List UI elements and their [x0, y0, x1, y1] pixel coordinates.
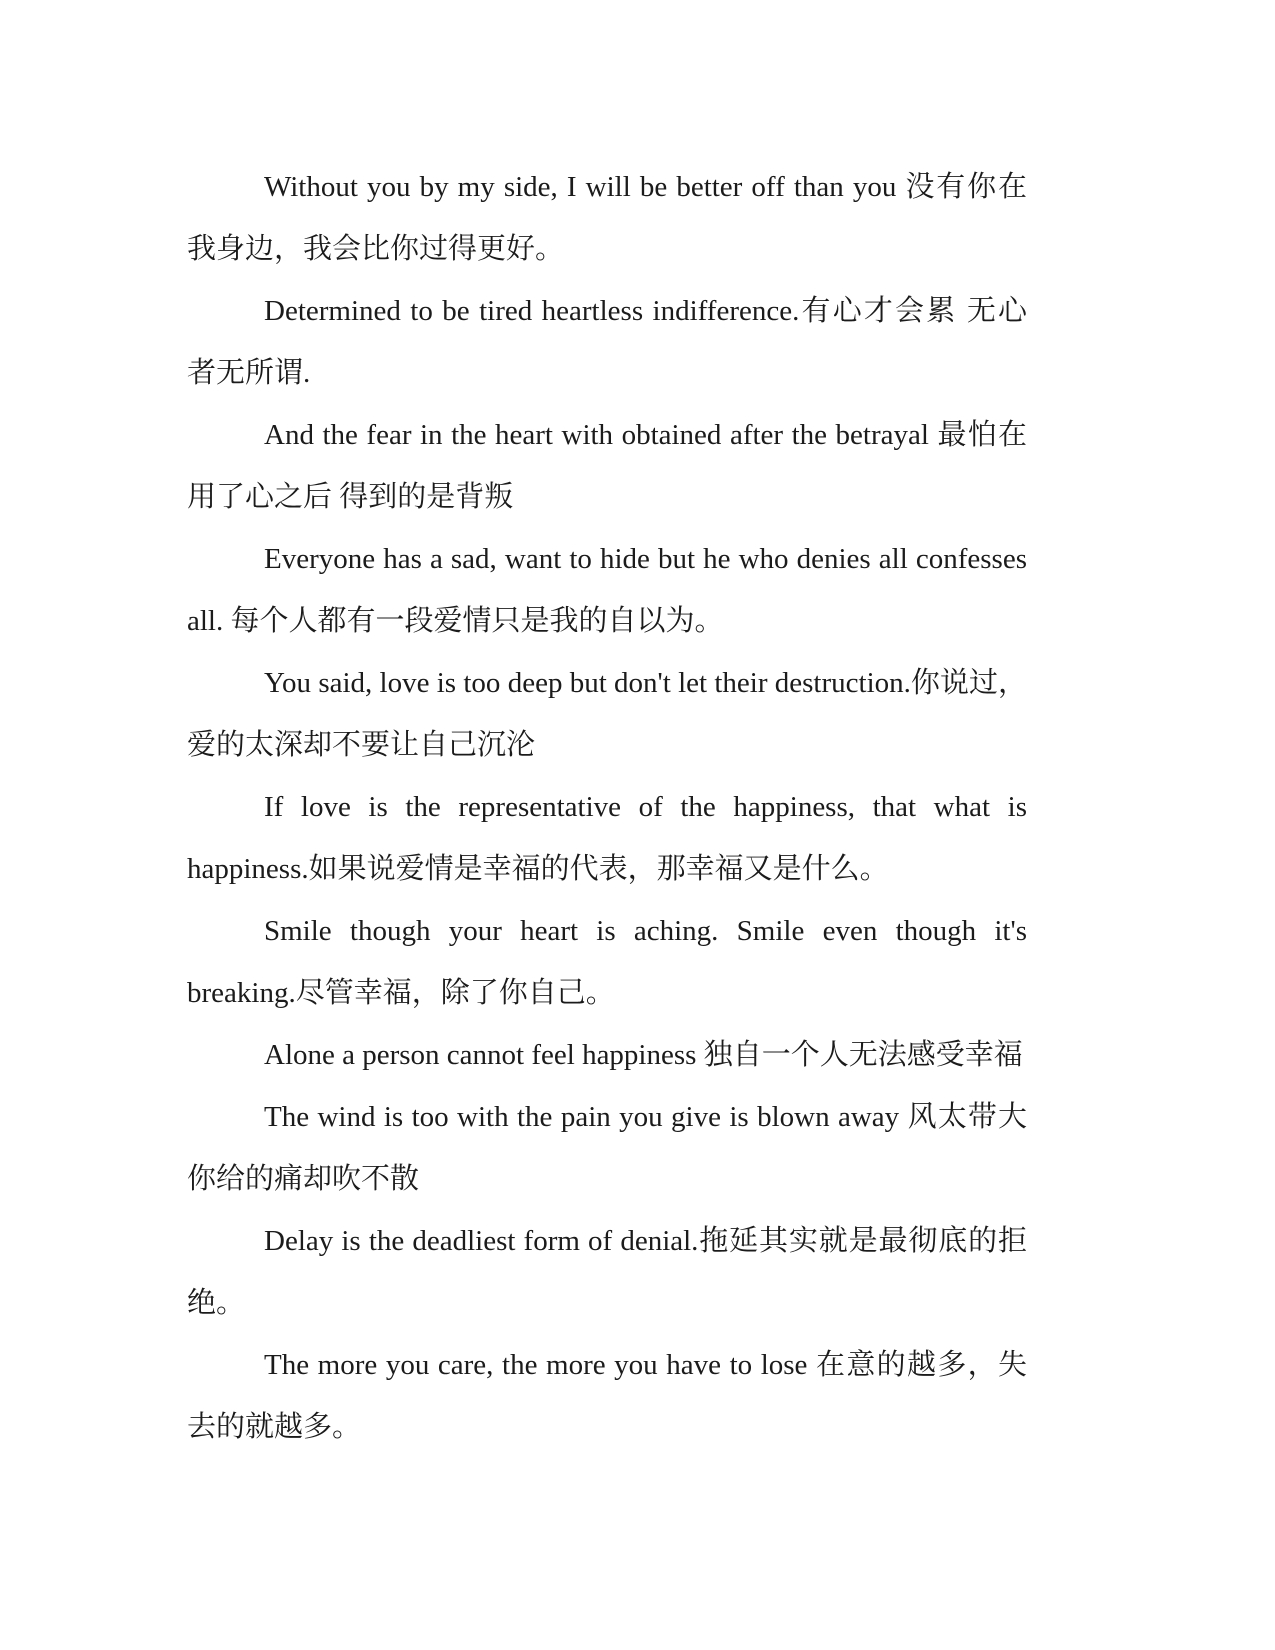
document-body: [187, 156, 1027, 1458]
quote-english: And the fear in the heart with obtained after the betrayal: [264, 419, 938, 451]
quote-english: Smile though your heart is aching. Smile even though it's breaking.: [187, 915, 1027, 1009]
quote-chinese: 风太带大你给的痛却吹不散: [187, 1101, 1027, 1195]
quote-english: The wind is too with the pain you give is blown away: [264, 1101, 908, 1133]
quote-paragraph: [187, 652, 1027, 776]
quote-english: If love is the representative of the happiness, that what is happiness.: [187, 791, 1027, 885]
quote-chinese: 如果说爱情是幸福的代表，那幸福又是什么。: [308, 853, 889, 885]
quote-chinese: 尽管幸福，除了你自己。: [295, 977, 615, 1009]
quote-chinese: 最怕在用了心之后 得到的是背叛: [187, 419, 1027, 513]
quote-english: Without you by my side, I will be better off than you: [264, 171, 906, 203]
quote-paragraph: [187, 280, 1027, 404]
quote-paragraph: [187, 900, 1027, 1024]
quote-paragraph: [187, 1210, 1027, 1334]
quote-chinese: 有心才会累 无心者无所谓.: [187, 295, 1027, 389]
quote-chinese: 拖延其实就是最彻底的拒绝。: [187, 1225, 1027, 1319]
quote-paragraph: [187, 1024, 1027, 1086]
quote-chinese: 独自一个人无法感受幸福: [703, 1039, 1023, 1071]
quote-english: You said, love is too deep but don't let their destruction.: [264, 667, 911, 699]
quote-chinese: 没有你在我身边，我会比你过得更好。: [187, 171, 1027, 265]
quote-english: Determined to be tired heartless indifference.: [264, 295, 800, 327]
quote-english: The more you care, the more you have to lose: [264, 1349, 817, 1381]
quote-chinese: 每个人都有一段爱情只是我的自以为。: [230, 605, 724, 637]
quote-paragraph: [187, 156, 1027, 280]
quote-english: Everyone has a sad, want to hide but he who denies all confesses all.: [187, 543, 1027, 637]
quote-paragraph: [187, 404, 1027, 528]
quote-english: Delay is the deadliest form of denial.: [264, 1225, 699, 1257]
quote-paragraph: [187, 776, 1027, 900]
quote-paragraph: [187, 1086, 1027, 1210]
quote-chinese: 你说过，爱的太深却不要让自己沉沦: [187, 667, 1027, 761]
quote-paragraph: [187, 1334, 1027, 1458]
quote-english: Alone a person cannot feel happiness: [264, 1039, 704, 1071]
quote-chinese: 在意的越多，失去的就越多。: [187, 1349, 1027, 1443]
quote-paragraph: [187, 528, 1027, 652]
